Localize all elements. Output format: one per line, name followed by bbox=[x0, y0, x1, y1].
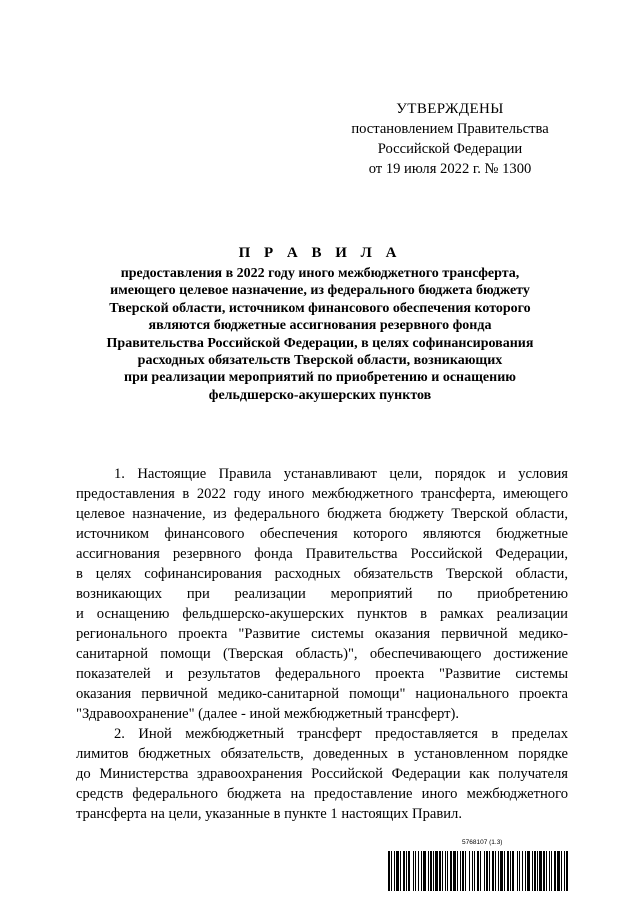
paragraph-line: до Министерства здравоохранения Российской Федерации как получателя bbox=[76, 766, 568, 782]
subtitle-line: расходных обязательств Тверской области, возникающих bbox=[137, 353, 503, 369]
barcode-bar bbox=[507, 851, 509, 891]
barcode-bar bbox=[406, 851, 407, 891]
barcode-bar bbox=[549, 851, 550, 891]
barcode-bar bbox=[495, 851, 496, 891]
barcode-bar bbox=[462, 851, 464, 891]
barcode-bar bbox=[450, 851, 452, 891]
barcode-bar bbox=[543, 851, 545, 891]
subtitle-line: фельдшерско-акушерских пунктов bbox=[208, 387, 432, 403]
barcode-bar bbox=[465, 851, 466, 891]
paragraph-line: 2. Иной межбюджетный трансферт предоставляется в пределах bbox=[114, 726, 568, 742]
paragraph-1 bbox=[76, 464, 568, 724]
barcode-bar bbox=[498, 851, 499, 891]
barcode-bar bbox=[388, 851, 390, 891]
subtitle-line: имеющего целевое назначение, из федерального бюджета бюджету bbox=[110, 283, 530, 299]
barcode-bar bbox=[564, 851, 565, 891]
document-body bbox=[76, 464, 568, 824]
paragraph-line: целевое назначение, из федерального бюджета бюджету Тверской области, bbox=[76, 506, 568, 522]
subtitle-line: предоставления в 2022 году иного межбюджетного трансферта, bbox=[120, 266, 520, 281]
barcode-bar bbox=[477, 851, 479, 891]
paragraph-line: лимитов бюджетных обязательств, доведенных в установленном порядке bbox=[76, 746, 568, 762]
barcode-bar bbox=[453, 851, 456, 891]
barcode-bar bbox=[557, 851, 560, 891]
barcode-bar bbox=[435, 851, 438, 891]
barcode-bar bbox=[460, 851, 461, 891]
document-title: П Р А В И Л А bbox=[238, 245, 402, 261]
approval-line: постановлением Правительства bbox=[351, 121, 549, 137]
approval-stamp bbox=[330, 99, 570, 179]
barcode-bar bbox=[512, 851, 514, 891]
barcode-bar bbox=[510, 851, 511, 891]
document-code: 5768107 (1.3) bbox=[462, 839, 503, 846]
subtitle-line: Тверской области, источником финансового обеспечения которого bbox=[109, 300, 531, 316]
barcode-bar bbox=[428, 851, 429, 891]
paragraph-line: в целях софинансирования расходных обязательств Тверской области, bbox=[76, 566, 568, 582]
paragraph-line: и оснащению фельдшерско-акушерских пунктов в рамках реализации bbox=[76, 606, 568, 622]
barcode-bar bbox=[430, 851, 432, 891]
barcode-bar bbox=[534, 851, 536, 891]
barcode-bar bbox=[472, 851, 473, 891]
barcode-bar bbox=[539, 851, 542, 891]
barcode-bar bbox=[500, 851, 503, 891]
subtitle-line: при реализации мероприятий по приобретению и оснащению bbox=[124, 370, 516, 386]
subtitle-line: являются бюджетные ассигнования резервного фонда bbox=[148, 318, 492, 334]
paragraph-line: 1. Настоящие Правила устанавливают цели, порядок и условия bbox=[114, 466, 568, 482]
barcode-bar bbox=[525, 851, 526, 891]
paragraph-2 bbox=[76, 724, 568, 824]
approval-title: УТВЕРЖДЕНЫ bbox=[396, 101, 504, 117]
barcode-bar bbox=[418, 851, 419, 891]
barcode-bar bbox=[421, 851, 422, 891]
paragraph-line: трансферта на цели, указанные в пункте 1 настоящих Правил. bbox=[76, 806, 462, 822]
barcode-bar bbox=[492, 851, 494, 891]
barcode-bar bbox=[527, 851, 530, 891]
barcode-bar bbox=[517, 851, 518, 891]
barcode-bar bbox=[537, 851, 538, 891]
paragraph-line: оказания первичной медико-санитарной помощи" национального проекта bbox=[76, 686, 568, 702]
paragraph-line: средств федерального бюджета на предоставление иного межбюджетного bbox=[76, 786, 568, 802]
barcode-bar bbox=[408, 851, 410, 891]
barcode-bar bbox=[447, 851, 448, 891]
barcode-bar bbox=[480, 851, 481, 891]
barcode-bar bbox=[554, 851, 556, 891]
barcode-bar bbox=[413, 851, 414, 891]
approval-line: от 19 июля 2022 г. № 1300 bbox=[368, 161, 532, 177]
paragraph-line: "Здравоохранение" (далее - иной межбюджетный трансферт). bbox=[76, 706, 459, 722]
paragraph-line: предоставления в 2022 году иного межбюджетного трансферта, имеющего bbox=[76, 486, 568, 502]
barcode-bar bbox=[486, 851, 488, 891]
barcode-bar bbox=[394, 851, 395, 891]
barcode-bar bbox=[396, 851, 399, 891]
barcode-bar bbox=[423, 851, 426, 891]
barcode-bar bbox=[522, 851, 523, 891]
barcode-bar bbox=[457, 851, 458, 891]
paragraph-line: регионального проекта "Развитие системы оказания первичной медико- bbox=[76, 626, 568, 642]
barcode-bar bbox=[469, 851, 470, 891]
barcode-bar bbox=[519, 851, 520, 891]
subtitle-line: Правительства Российской Федерации, в целях софинансирования bbox=[106, 335, 534, 351]
paragraph-line: возникающих при реализации мероприятий по приобретению bbox=[76, 586, 568, 602]
barcode-bar bbox=[561, 851, 562, 891]
barcode-bar bbox=[474, 851, 475, 891]
barcode-image bbox=[388, 851, 568, 891]
barcode-bar bbox=[489, 851, 490, 891]
barcode-bar bbox=[433, 851, 434, 891]
paragraph-line: источником финансового обеспечения которого являются бюджетные bbox=[76, 526, 568, 542]
barcode-bar bbox=[551, 851, 552, 891]
barcode-bar bbox=[546, 851, 547, 891]
barcode-bar bbox=[532, 851, 533, 891]
paragraph-line: санитарной помощи (Тверская область)", обеспечивающего достижение bbox=[76, 646, 568, 662]
barcode-bar bbox=[403, 851, 405, 891]
barcode-bar bbox=[484, 851, 485, 891]
barcode-bar bbox=[439, 851, 441, 891]
barcode-bar bbox=[391, 851, 392, 891]
document-subtitle bbox=[86, 265, 554, 404]
paragraph-line: ассигнования резервного фонда Правительства Российской Федерации, bbox=[76, 546, 568, 562]
paragraph-line: показателей и результатов федерального проекта "Развитие системы bbox=[76, 666, 568, 682]
barcode-bar bbox=[400, 851, 401, 891]
barcode-bar bbox=[415, 851, 416, 891]
approval-line: Российской Федерации bbox=[377, 141, 523, 157]
barcode-bar bbox=[445, 851, 446, 891]
barcode-bar bbox=[504, 851, 505, 891]
barcode-bar bbox=[442, 851, 443, 891]
barcode-bar bbox=[566, 851, 568, 891]
